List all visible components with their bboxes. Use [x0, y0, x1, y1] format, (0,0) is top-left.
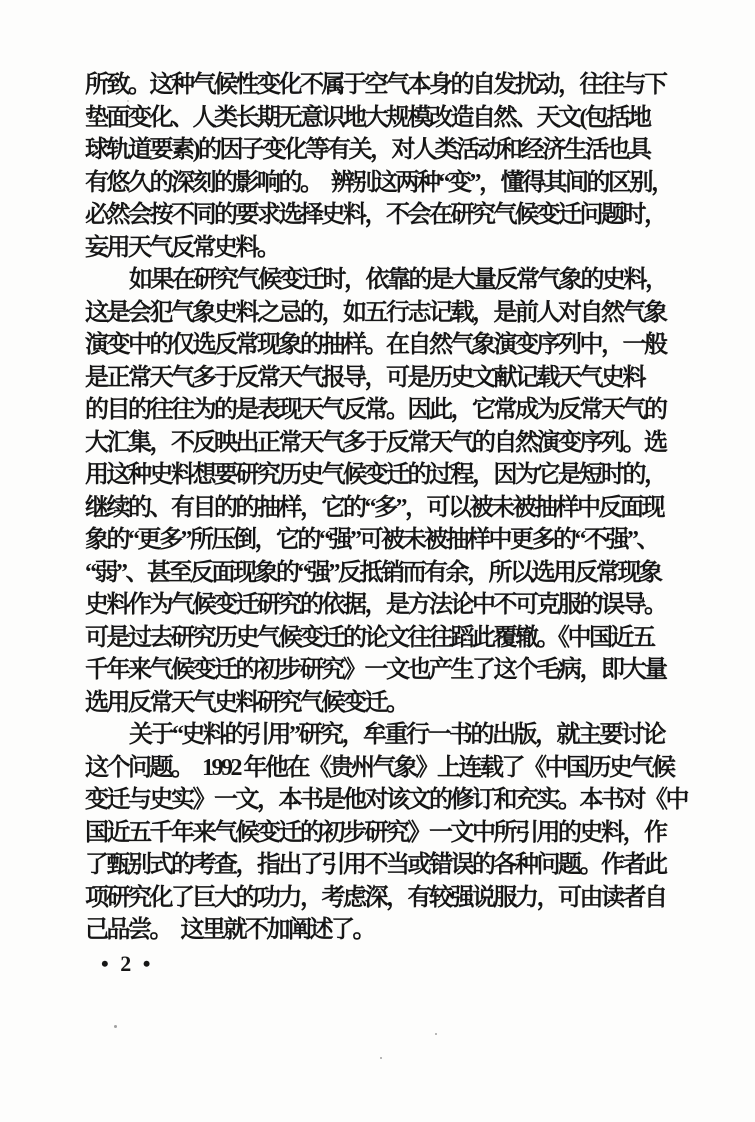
- text-line: 球轨道要素)的因子变化等有关，对人类活动和经济生活也具: [85, 137, 650, 163]
- text-line: 所致。这种气候性变化不属于空气本身的自发扰动，往往与下: [85, 72, 666, 98]
- text-line: 了甄别式的考查，指出了引用不当或错误的各种问题。作者此: [85, 852, 666, 878]
- text-line: 这个问题。 1992 年他在《贵州气象》上连载了《中国历史气候: [85, 754, 674, 781]
- text-line: 变迁与史实》一文，本书是他对该文的修订和充实。本书对《中: [85, 787, 687, 813]
- text-line: 垫面变化、人类长期无意识地大规模改造自然、天文(包括地: [85, 104, 650, 131]
- text-line: 妄用天气反常史料。: [85, 234, 279, 261]
- paragraph-1: [85, 69, 689, 264]
- text-line: 是正常天气多于反常天气报导，可是历史文献记载天气史料: [85, 364, 644, 391]
- text-line: 己品尝。 这里就不加阐述了。: [85, 917, 374, 943]
- text-line: 演变中的仅选反常现象的抽样。在自然气象演变序列中，一般: [85, 332, 666, 358]
- text-line: 选用反常天气史料研究气候变迁。: [85, 689, 408, 716]
- scan-speck: [114, 1025, 117, 1028]
- scan-speck: [127, 100, 129, 102]
- text-line: 关于“史料的引用”研究，牟重行一书的出版，就主要讨论: [129, 722, 664, 748]
- text-line: “弱”、甚至反面现象的“强”反抵销而有余，所以选用反常现象: [85, 559, 661, 586]
- page-number: • 2 •: [101, 951, 154, 976]
- text-line: 象的“更多”所压倒，它的“强”可被未被抽样中更多的“不强”、: [85, 527, 658, 553]
- text-line: 有悠久的深刻的影响的。 辨别这两种“变”，懂得其间的区别，: [85, 169, 673, 196]
- text-line: 可是过去研究历史气候变迁的论文往往蹈此覆辙。《中国近五: [85, 624, 654, 651]
- text-block: [85, 69, 689, 947]
- scan-speck: [380, 1057, 382, 1059]
- text-line: 继续的、有目的的抽样，它的“多”，可以被未被抽样中反面现: [85, 494, 663, 521]
- text-line: 大汇集，不反映出正常天气多于反常天气的自然演变序列。选: [85, 429, 666, 456]
- text-line: 这是会犯气象史料之忌的，如五行志记载，是前人对自然气象: [85, 299, 666, 326]
- text-line: 千年来气候变迁的初步研究》一文也产生了这个毛病，即大量: [85, 657, 666, 683]
- scan-speck: [435, 1033, 437, 1035]
- text-line: 如果在研究气候变迁时，依靠的是大量反常气象的史料，: [129, 267, 667, 293]
- text-line: 史料作为气候变迁研究的依据，是方法论中不可克服的误导。: [85, 592, 666, 618]
- text-line: 必然会按不同的要求选择史料，不会在研究气候变迁问题时，: [85, 202, 666, 228]
- text-line: 用这种史料想要研究历史气候变迁的过程，因为它是短时的，: [85, 462, 666, 488]
- paragraph-3: [85, 719, 689, 947]
- text-line: 国近五千年来气候变迁的初步研究》一文中所引用的史料，作: [85, 819, 666, 846]
- text-line: 项研究化了巨大的功力，考虑深，有较强说服力，可由读者自: [85, 884, 666, 911]
- paragraph-2: [85, 264, 689, 719]
- text-line: 的目的往往为的是表现天气反常。因此，它常成为反常天气的: [85, 397, 666, 423]
